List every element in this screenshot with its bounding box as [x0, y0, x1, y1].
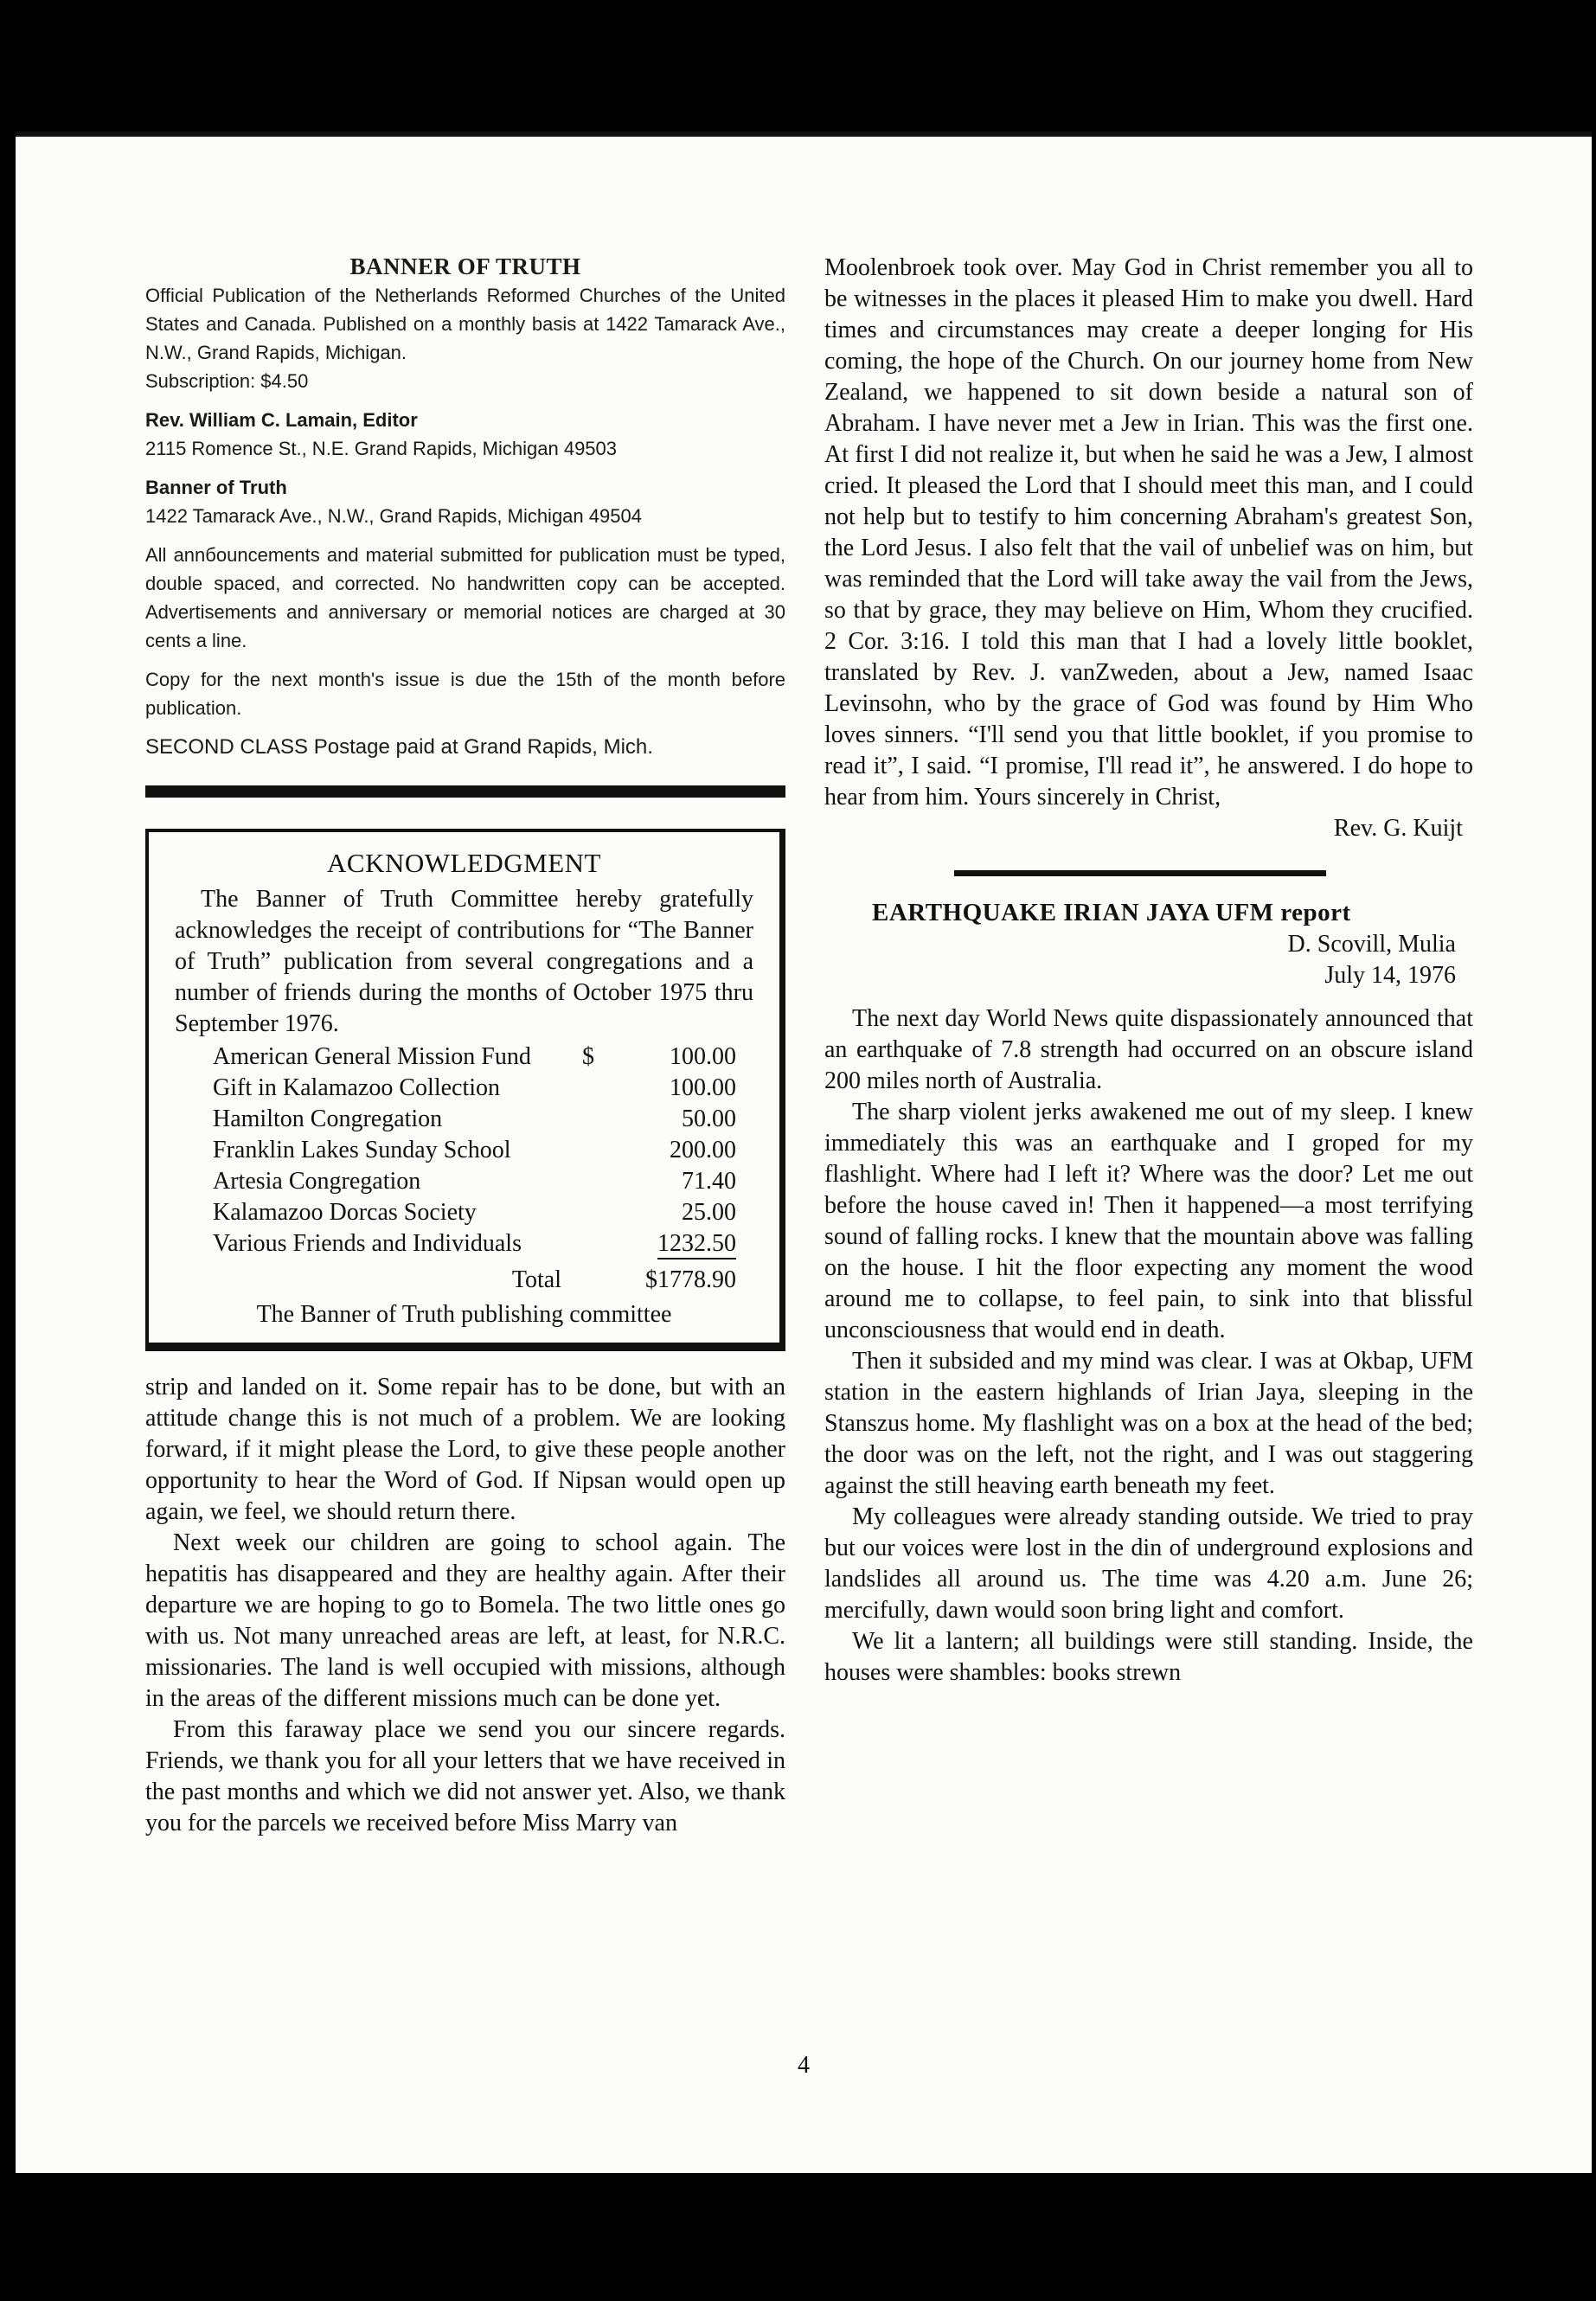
masthead — [145, 253, 785, 761]
article-paragraph: strip and landed on it. Some repair has to be done, but with an attitude change this is not much of a problem. We are looking forward, if it might please the Lord, to give these people another opportunity to hear the Word of God. If Nipsan would open up again, we feel, we should return there. — [145, 1374, 785, 1525]
currency-symbol — [582, 1135, 606, 1166]
total-label: Total — [511, 1266, 561, 1293]
article-divider — [954, 870, 1326, 876]
currency-symbol: $ — [582, 1043, 594, 1070]
acknowledgment-title: ACKNOWLEDGMENT — [327, 848, 601, 878]
editor-name: Rev. William C. Lamain, Editor — [145, 409, 418, 431]
left-column — [145, 253, 785, 1839]
table-row — [175, 1135, 753, 1166]
office-name: Banner of Truth — [145, 477, 287, 498]
contribution-amount: 100.00 — [670, 1074, 736, 1101]
table-row — [175, 1228, 753, 1259]
article-paragraph: From this faraway place we send you our sincere regards. Friends, we thank you for all your letters that we have received in the past months and which we did not answer yet. Also, we thank you for the parcels we received before Miss Marry van — [145, 1716, 785, 1836]
earthquake-article — [824, 1003, 1473, 1689]
article-paragraph: The sharp violent jerks awakened me out of my sleep. I knew immediately this was an earthquake and I groped for my flashlight. Where had I left it? Where was the door? Let me out before the house caved in! Then it happened—a most terrifying sound of falling rocks. I knew that the mountain above was falling on the house. I hit the floor expecting any moment the wood around me to collapse, to feel pain, to sink into that blissful unconsciousness that would end in death. — [824, 1099, 1473, 1343]
article-paragraph: The next day World News quite dispassionately announced that an earthquake of 7.8 strength had occurred on an obscure island 200 miles north of Australia. — [824, 1005, 1473, 1094]
newsletter-page — [16, 131, 1592, 2173]
subscription: Subscription: $4.50 — [145, 370, 309, 392]
editor-address: 2115 Romence St., N.E. Grand Rapids, Michigan 49503 — [145, 438, 618, 459]
masthead-divider — [145, 785, 785, 798]
contribution-amount: 1232.50 — [657, 1229, 736, 1259]
table-row — [175, 1166, 753, 1197]
office-address: 1422 Tamarack Ave., N.W., Grand Rapids, Michigan 49504 — [145, 505, 642, 527]
acknowledgment-intro: The Banner of Truth Committee hereby gratefully acknowledges the receipt of contributions for “The Banner of Truth” publication from several congregations and a number of friends during the months of October 1975 thru September 1976. — [175, 886, 753, 1037]
currency-symbol — [582, 1228, 606, 1259]
total-row — [175, 1259, 753, 1296]
contributor-name: Gift in Kalamazoo Collection — [213, 1074, 501, 1101]
right-article — [824, 253, 1473, 813]
deadline-notice: Copy for the next month's issue is due the 15th of the month before publication. — [145, 669, 785, 719]
contributor-name: Kalamazoo Dorcas Society — [213, 1199, 477, 1226]
contribution-amount: 200.00 — [670, 1137, 736, 1163]
table-row — [175, 1042, 753, 1073]
table-row — [175, 1073, 753, 1104]
article-paragraph: Next week our children are going to school again. The hepatitis has disappeared and they are healthy again. After their departure we are hoping to go to Bomela. The two little ones go with us. Not many unreached areas are left, at least, for N.R.C. missionaries. The land is well occupied with missions, although in the areas of the different missions much can be done yet. — [145, 1529, 785, 1712]
table-row — [175, 1104, 753, 1135]
currency-symbol — [582, 1166, 606, 1197]
currency-symbol — [582, 1197, 606, 1228]
acknowledgment-box — [145, 829, 785, 1351]
contribution-amount: 71.40 — [682, 1168, 736, 1195]
postage-notice: SECOND CLASS Postage paid at Grand Rapids, Mich. — [145, 735, 653, 759]
contributor-name: Franklin Lakes Sunday School — [213, 1137, 511, 1163]
article-paragraph: My colleagues were already standing outside. We tried to pray but our voices were lost in the din of underground explosions and landslides all around us. The time was 4.20 a.m. June 26; mercifully, dawn would soon bring light and comfort. — [824, 1503, 1473, 1624]
masthead-description: Official Publication of the Netherlands Reformed Churches of the United States and Canada. Published on a monthly basis at 1422 Tamarack Ave., N.W., Grand Rapids, Michigan. Subscription: $4.50 — [145, 285, 785, 392]
currency-symbol — [582, 1073, 606, 1104]
total-amount: $1778.90 — [645, 1266, 736, 1293]
top-border-rule — [16, 131, 1592, 137]
contribution-amount: 100.00 — [670, 1043, 736, 1070]
earthquake-author: D. Scovill, Mulia — [1287, 931, 1456, 958]
right-column — [824, 253, 1473, 1689]
announcements-notice: All annбouncements and material submitted for publication must be typed, double spaced, and corrected. No handwritten copy can be accepted. Advertisements and anniversary or memorial notices are charged at 30 cents a line. — [145, 544, 785, 651]
masthead-title: BANNER OF TRUTH — [349, 253, 581, 279]
contributor-name: American General Mission Fund — [213, 1043, 531, 1070]
table-row — [175, 1197, 753, 1228]
article-paragraph: We lit a lantern; all buildings were still standing. Inside, the houses were shambles: books strewn — [824, 1628, 1473, 1686]
acknowledgment-signature: The Banner of Truth publishing committee — [256, 1301, 672, 1328]
contributor-name: Hamilton Congregation — [213, 1106, 443, 1132]
article-paragraph: Then it subsided and my mind was clear. I was at Okbap, UFM station in the eastern highlands of Irian Jaya, sleeping in the Stanszus home. My flashlight was on a box at the head of the bed; the door was on the left, not the right, and I was out staggering against the still heaving earth beneath my feet. — [824, 1348, 1473, 1499]
earthquake-title: EARTHQUAKE IRIAN JAYA UFM report — [872, 899, 1351, 926]
left-article — [145, 1372, 785, 1839]
contributions-table — [175, 1042, 753, 1296]
contributor-name: Artesia Congregation — [213, 1168, 421, 1195]
contribution-amount: 50.00 — [682, 1106, 736, 1132]
contributor-name: Various Friends and Individuals — [213, 1230, 522, 1257]
contribution-amount: 25.00 — [682, 1199, 736, 1226]
article-paragraph: Moolenbroek took over. May God in Christ remember you all to be witnesses in the places it pleased Him to make you dwell. Hard times and circumstances may create a deeper longing for His coming, the hope of the Church. On our journey home from New Zealand, we happened to sit down beside a natural son of Abraham. I have never met a Jew in Irian. This was the first one. At first I did not realize it, but when he said he was a Jew, I almost cried. It pleased the Lord that I should meet this man, and I could not help but to testify to him concerning Abraham's greatest Son, the Lord Jesus. I also felt that the vail of unbelief was on him, but was reminded that the Lord will take away the vail from the Jews, so that by grace, they may believe on Him, Whom they crucified. 2 Cor. 3:16. I told this man that I had a lovely little booklet, translated by Rev. J. vanZweden, about a Jew, named Isaac Levinsohn, who by the grace of God was found by Him Who loves sinners. “I'll send you that little booklet, if you promise to read it”, I said. “I promise, I'll read it”, he answered. I do hope to hear from him. Yours sincerely in Christ, — [824, 254, 1473, 811]
currency-symbol — [582, 1104, 606, 1135]
earthquake-date: July 14, 1976 — [1324, 962, 1456, 989]
article-signature: Rev. G. Kuijt — [1333, 815, 1463, 842]
page-number: 4 — [798, 2052, 810, 2079]
